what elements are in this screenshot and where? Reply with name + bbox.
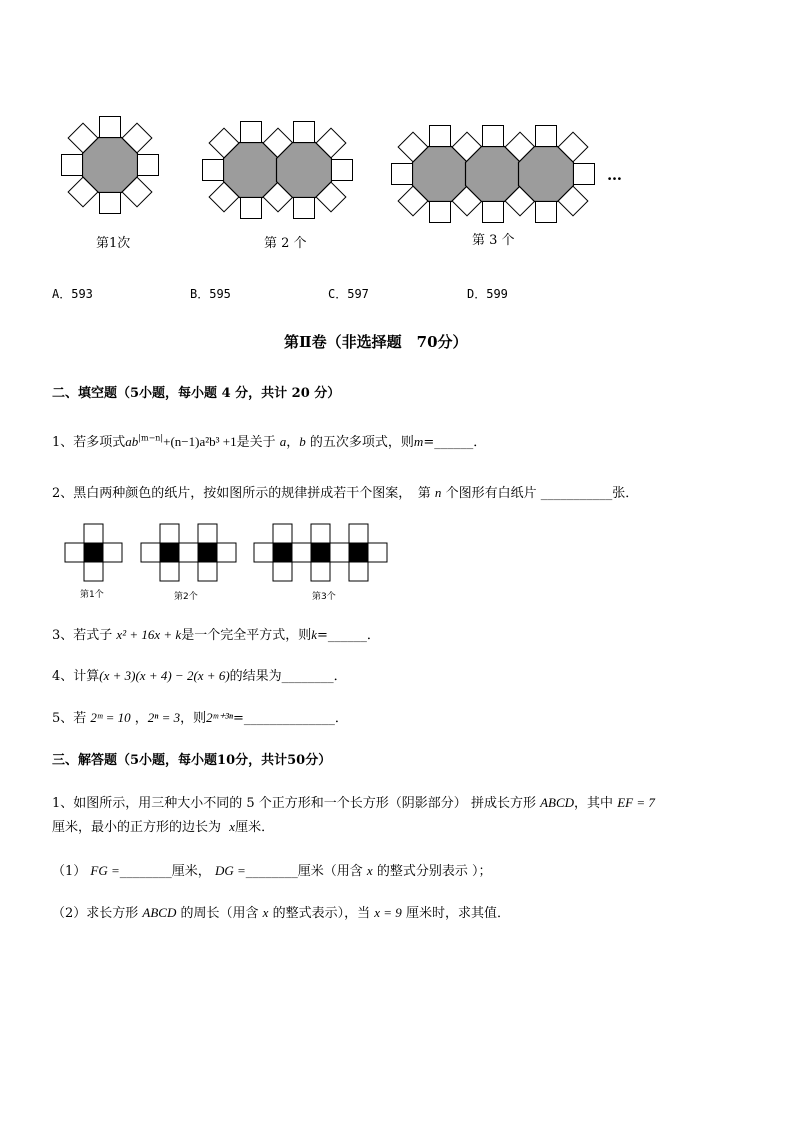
- q1-mid2: 的五次多项式，则: [309, 435, 414, 450]
- s1-part2-mid: 的周长（用含: [180, 906, 259, 921]
- s1-part1-prefix: （1）: [52, 864, 87, 879]
- q1-prefix: 1、若多项式: [52, 435, 126, 450]
- q5-mid: ，则: [180, 711, 207, 726]
- tile-figure-3: [254, 524, 387, 581]
- question-3: [52, 624, 380, 643]
- q1-term1: ab: [125, 434, 139, 449]
- section-2-title: 第Ⅱ卷（非选择题 70分）: [284, 333, 468, 351]
- question-5: [52, 707, 348, 726]
- s1-blank2[interactable]: ________厘米（用含: [245, 864, 363, 879]
- s1-part1-x: x: [366, 863, 373, 878]
- s1-line2: 厘米，最小的正方形的边长为: [52, 820, 222, 835]
- solve-1-part-1: [52, 860, 491, 879]
- q2-var-n: n: [434, 485, 442, 500]
- q1-term2: +(n−1)a²b³ +1: [163, 434, 237, 449]
- q3-mid: 是一个完全平方式，则: [181, 628, 312, 643]
- fill-blank-header: 二、填空题（5小题，每小题 4 分，共计 20 分）: [52, 386, 341, 401]
- choice-d-letter: D．: [467, 287, 487, 301]
- s1-line1-prefix: 1、如图所示，用三种大小不同的 5 个正方形和一个长方形（阴影部分） 拼成长方形: [52, 796, 536, 811]
- s1-part2-mid2: 的整式表示），当: [272, 906, 371, 921]
- s1-var-x: x: [229, 819, 236, 834]
- q5-prefix: 5、若: [52, 711, 87, 726]
- q1-mid: 是关于: [236, 435, 276, 450]
- q3-expr: x² + 16x + k: [116, 627, 182, 642]
- tile-label-3: 第3个: [312, 592, 336, 602]
- s1-fg: FG =: [90, 863, 120, 878]
- q5-c2: 2ⁿ = 3: [147, 710, 181, 725]
- q3-blank[interactable]: =______．: [316, 628, 380, 643]
- q4-suffix: 的结果为: [229, 669, 282, 684]
- tile-label-2: 第2个: [174, 592, 198, 602]
- s1-part2-end: 厘米时，求其值．: [405, 906, 510, 921]
- ellipsis: …: [607, 166, 622, 184]
- solve-1-line-1: [52, 792, 655, 811]
- choice-a-value: 593: [71, 287, 93, 301]
- solve-1-part-2: [52, 902, 510, 921]
- solve-1-line-2: [52, 816, 274, 835]
- s1-part2-cond: x = 9: [374, 905, 402, 920]
- choice-a-letter: A．: [52, 287, 72, 301]
- tile-figure-2: [141, 524, 236, 581]
- choice-c-letter: C．: [328, 287, 348, 301]
- choice-d-value: 599: [486, 287, 508, 301]
- q1-exp1: |m−n|: [138, 433, 164, 443]
- q1-eq: =: [423, 435, 435, 450]
- q5-c1: 2ᵐ = 10: [90, 710, 131, 725]
- q5-c3: 2ᵐ⁺³ⁿ: [206, 710, 233, 725]
- q1-var-m: m: [413, 434, 424, 449]
- q4-blank[interactable]: ________．: [281, 669, 347, 684]
- choice-c-value: 597: [347, 287, 369, 301]
- s1-part2-prefix: （2）求长方形: [52, 906, 139, 921]
- q5-sep: ，: [134, 711, 148, 726]
- choice-b-value: 595: [209, 287, 231, 301]
- tile-figure-1: [65, 524, 122, 581]
- q4-prefix: 4、计算: [52, 669, 100, 684]
- s1-part2-x: x: [262, 905, 269, 920]
- s1-line1-mid: ，其中: [574, 796, 614, 811]
- q2-blank[interactable]: ___________张．: [540, 486, 639, 501]
- s1-line2-end: 厘米．: [235, 820, 275, 835]
- s1-part2-abcd: ABCD: [142, 905, 177, 920]
- tile-label-1: 第1个: [80, 590, 104, 600]
- s1-ef: EF = 7: [617, 795, 655, 810]
- figure-3-label: 第 3 个: [472, 233, 515, 248]
- q1-blank[interactable]: ______．: [434, 435, 487, 450]
- q5-blank[interactable]: =______________．: [232, 711, 348, 726]
- solve-header: 三、解答题（5小题，每小题10分，共计50分）: [52, 753, 332, 768]
- figure-2-label: 第 2 个: [264, 236, 307, 251]
- q3-var-k: k: [311, 627, 317, 642]
- s1-abcd: ABCD: [540, 795, 575, 810]
- q1-comma: ，: [286, 435, 300, 450]
- question-4: [52, 665, 347, 684]
- q2-prefix: 2、黑白两种颜色的纸片，按如图所示的规律拼成若干个图案， 第: [52, 486, 431, 501]
- s1-dg: DG =: [214, 863, 246, 878]
- q4-expr: (x + 3)(x + 4) − 2(x + 6): [99, 668, 230, 683]
- q1-var-a: a: [279, 434, 287, 449]
- figure-1-label: 第1次: [96, 236, 131, 251]
- s1-blank1[interactable]: ________厘米，: [119, 864, 211, 879]
- q3-prefix: 3、若式子: [52, 628, 113, 643]
- s1-part1-end: 的整式分别表示 ）；: [376, 864, 492, 879]
- q2-suffix: 个图形有白纸片: [445, 486, 537, 501]
- choice-b-letter: B．: [190, 287, 210, 301]
- q1-var-b: b: [299, 434, 306, 449]
